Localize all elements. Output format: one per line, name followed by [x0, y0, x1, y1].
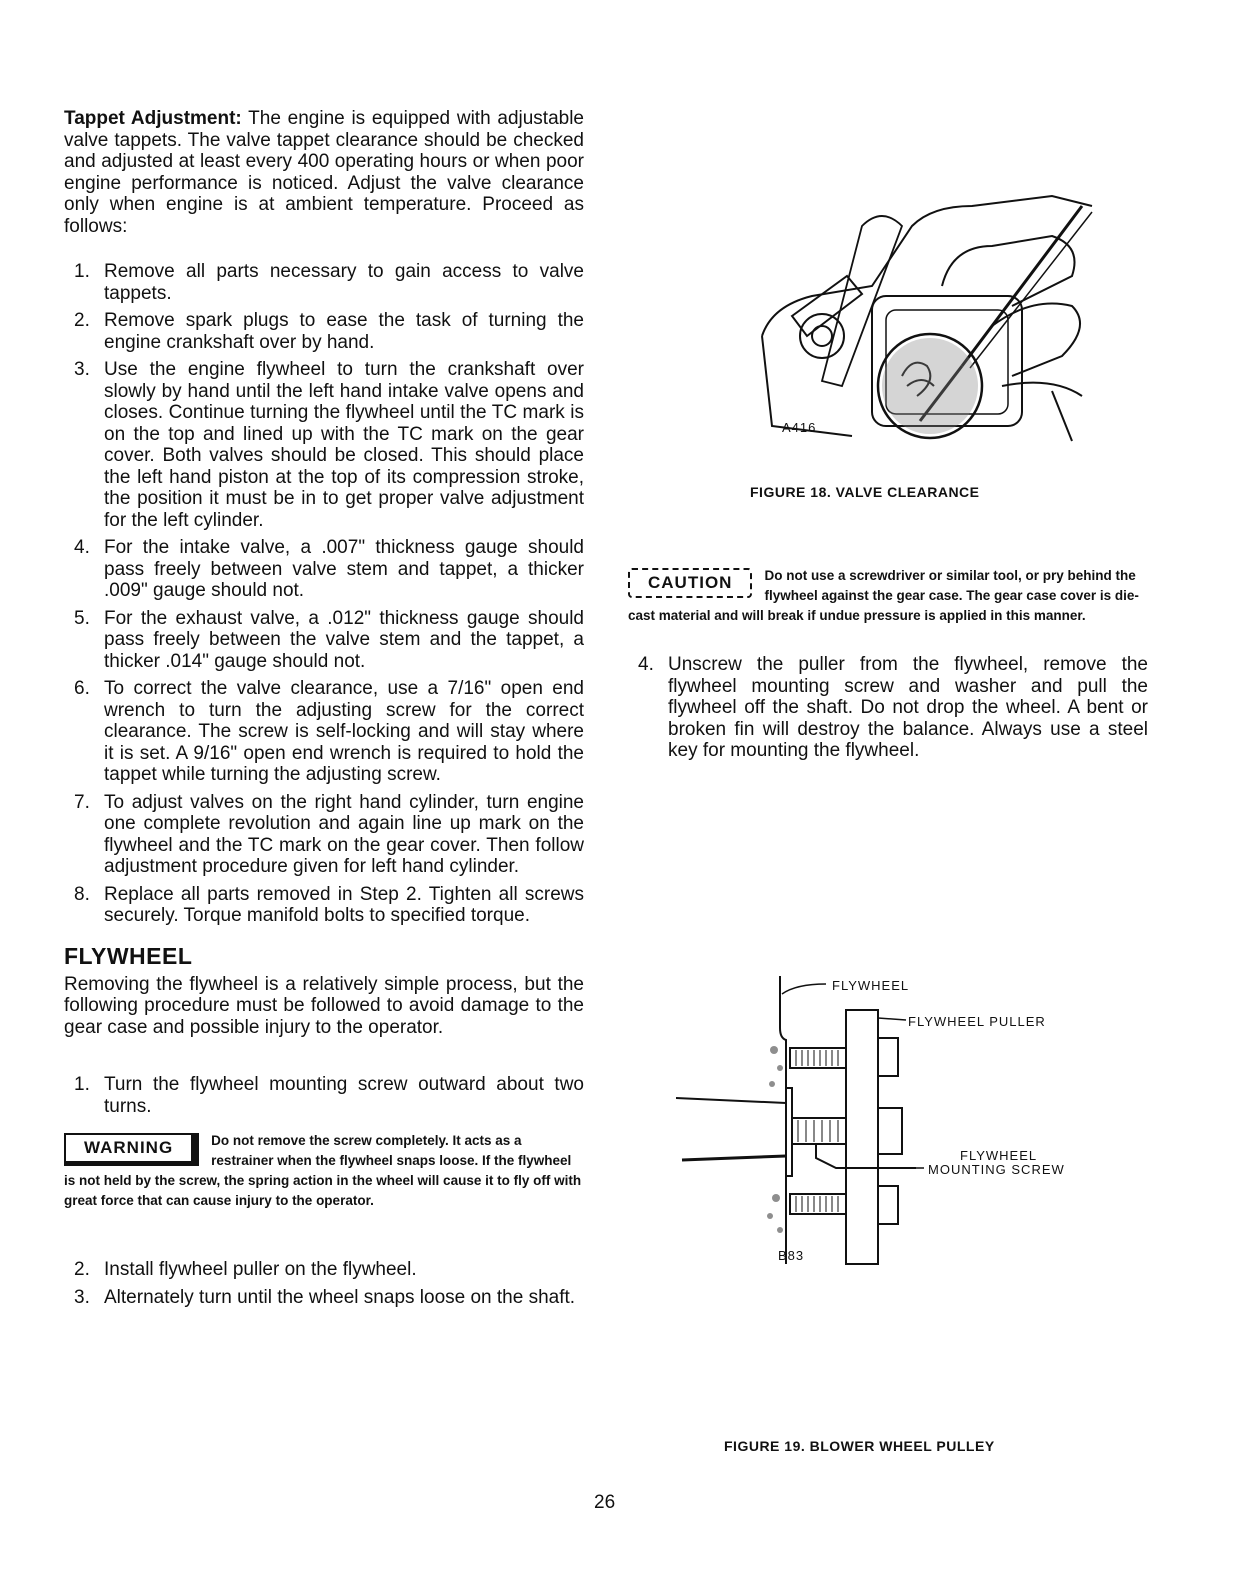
tappet-heading: Tappet Adjustment:: [64, 108, 242, 129]
mounting-screw-label-line2: MOUNTING SCREW: [928, 1162, 1065, 1177]
valve-clearance-illustration: [752, 186, 1112, 450]
step-text: To adjust valves on the right hand cylinder, turn engine one complete revolution and again line up mark on the flywheel and the TC mark on the gear cover. Then follow adjustment procedure given for left hand cylinder.: [104, 791, 584, 877]
step-number: 6.: [74, 678, 90, 699]
tappet-step: [64, 537, 584, 602]
left-column: [64, 108, 584, 1314]
flywheel-steps-list-a: [64, 1074, 584, 1117]
step-text: Remove spark plugs to ease the task of turning the engine crankshaft over by hand.: [104, 310, 584, 353]
step-text: Remove all parts necessary to gain access to valve tappets.: [104, 261, 584, 304]
step-text: Replace all parts removed in Step 2. Tighten all screws securely. Torque manifold bolts to specified torque.: [104, 883, 584, 926]
step-text: For the intake valve, a .007" thickness gauge should pass freely between valve stem and tappet, a thicker .009" gauge should not.: [104, 537, 584, 601]
step-text: Unscrew the puller from the flywheel, remove the flywheel mounting screw and washer and pull the flywheel off the shaft. Do not drop the wheel. A bent or broken fin will destroy the balance. Always use a steel key for mounting the flywheel.: [668, 654, 1148, 761]
step-number: 3.: [74, 359, 90, 380]
mounting-screw-label-line1: FLYWHEEL: [960, 1148, 1038, 1163]
caution-notice: [628, 566, 1148, 626]
step-text: To correct the valve clearance, use a 7/16" open end wrench to turn the adjusting screw for the correct clearance. The screw is self-locking and will stay where it is set. A 9/16" open end wrench is required to hold the tappet while turning the adjusting screw.: [104, 678, 584, 785]
flywheel-intro: Removing the flywheel is a relatively simple process, but the following procedure must be followed to avoid damage to the gear case and possible injury to the operator.: [64, 973, 584, 1038]
tappet-step: [64, 359, 584, 531]
tappet-step: [64, 261, 584, 304]
tappet-step: [64, 608, 584, 673]
flywheel-puller-illustration: [676, 968, 1096, 1278]
figure18-caption: FIGURE 18. VALVE CLEARANCE: [750, 484, 980, 500]
flywheel-step: [628, 654, 1148, 762]
step-text: For the exhaust valve, a .012" thickness gauge should pass freely between the valve stem and the tappet, a thicker .014" gauge should not.: [104, 607, 584, 672]
flywheel-step: [64, 1259, 584, 1281]
step-number: 2.: [74, 310, 90, 331]
flywheel-step: [64, 1074, 584, 1117]
right-column: [628, 566, 1148, 768]
warning-badge: WARNING: [64, 1133, 199, 1166]
step-number: 2.: [74, 1259, 90, 1280]
figure19-caption: FIGURE 19. BLOWER WHEEL PULLEY: [724, 1438, 995, 1454]
step-number: 3.: [74, 1286, 90, 1308]
step-number: 1.: [74, 261, 90, 282]
tappet-step: [64, 310, 584, 353]
step-number: 1.: [74, 1074, 90, 1095]
tappet-intro: [64, 108, 584, 237]
step-text: Install flywheel puller on the flywheel.: [104, 1259, 417, 1280]
flywheel-puller-label: FLYWHEEL PULLER: [908, 1014, 1046, 1029]
flywheel-steps-list-c: [628, 654, 1148, 762]
step-number: 5.: [74, 607, 90, 629]
step-text: Use the engine flywheel to turn the crankshaft over slowly by hand until the left hand intake valve opens and closes. Continue turning the flywheel until the TC mark is on the top and lined up with the TC mark on the gear cover. Both valves should be closed. This should place the left hand piston at the top of its compression stroke, the position it must be in to get proper valve adjustment for the left cylinder.: [104, 359, 584, 531]
tappet-intro-text: The engine is equipped with adjustable valve tappets. The valve tappet clearance should be checked and adjusted at least every 400 operating hours or when poor engine performance is noticed. Adjust the valve clearance only when engine is at ambient temperature. Proceed as follows:: [64, 108, 584, 237]
flywheel-label: FLYWHEEL: [832, 978, 910, 993]
step-text: Turn the flywheel mounting screw outward about two turns.: [104, 1074, 584, 1117]
flywheel-step: [64, 1287, 584, 1309]
caution-badge: CAUTION: [628, 568, 752, 598]
page-number: 26: [594, 1492, 616, 1513]
warning-notice: [64, 1131, 584, 1211]
figure19-code: B83: [778, 1248, 805, 1263]
step-number: 4.: [74, 537, 90, 558]
tappet-step: [64, 884, 584, 927]
tappet-step: [64, 792, 584, 878]
warning-text: Do not remove the screw completely. It acts as a restrainer when the flywheel snaps loose. If the flywheel is not held by the screw, the spring action in the wheel will cause it to fly off with great force that can cause injury to the operator.: [64, 1133, 582, 1208]
step-number: 8.: [74, 883, 90, 905]
flywheel-steps-list-b: [64, 1259, 584, 1308]
figure18-code: A416: [782, 420, 817, 435]
step-text: Alternately turn until the wheel snaps loose on the shaft.: [104, 1286, 576, 1308]
flywheel-heading: FLYWHEEL: [64, 942, 193, 969]
caution-text: Do not use a screwdriver or similar tool, or pry behind the flywheel against the gear case. The gear case cover is die-cast material and will break if undue pressure is applied in this manner.: [628, 568, 1139, 623]
step-number: 7.: [74, 791, 90, 813]
tappet-step: [64, 678, 584, 786]
step-number: 4.: [638, 654, 654, 675]
tappet-steps-list: [64, 261, 584, 927]
